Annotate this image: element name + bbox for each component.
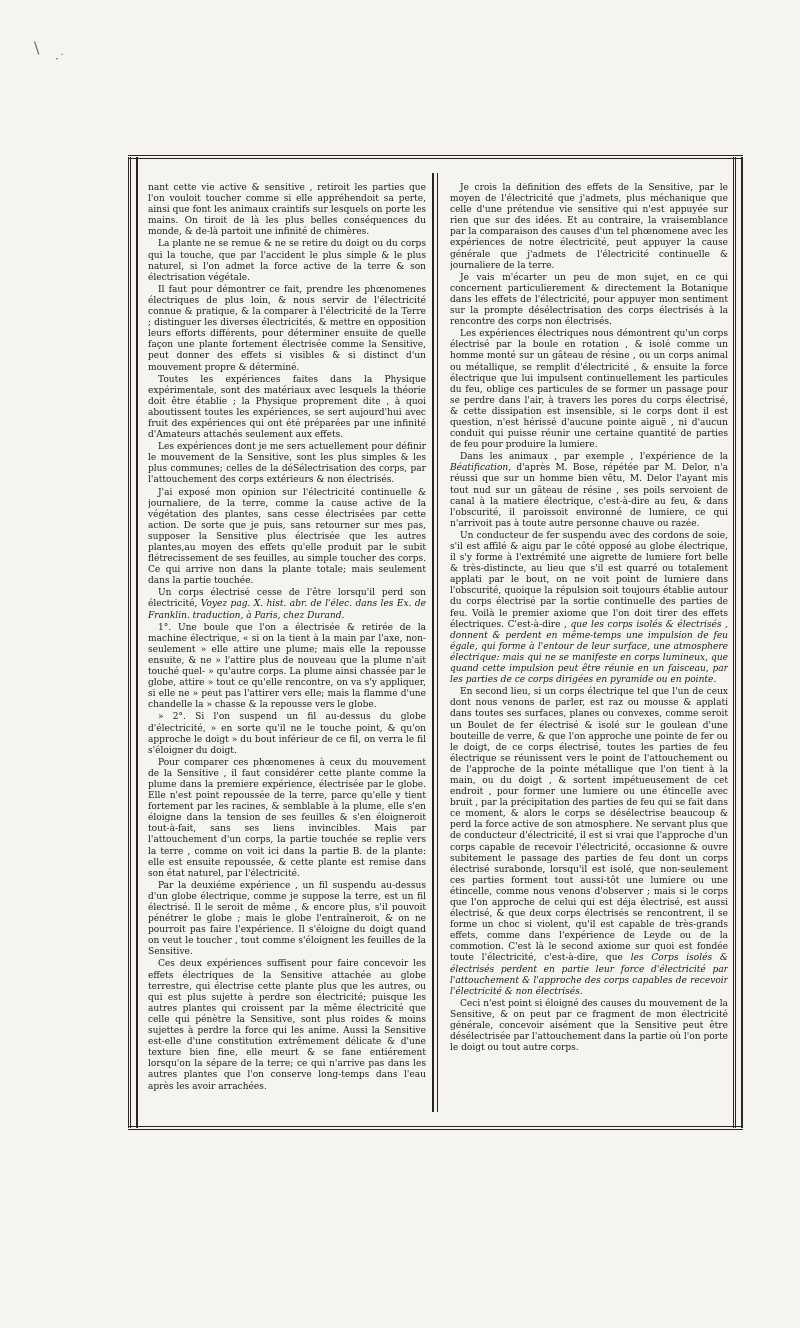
paragraph [148,588,426,621]
paragraph-text: En second lieu, si un corps électrique tel que l'un de ceux dont nous venons de parler, est raz ou mousse & applati dans toutes ses surfaces, planes ou convexes, comme seroit un Boulet de fer électrisé & isolé sur le goulean d'une bouteille de verre, & que l'on approche une pointe de fer ou le doigt, de ce corps électrisé, toutes les parties de feu électrique se réunissent vers le point de l'attouchement ou de l'approche de la pointe métallique que l'on tient à la main, ou du doigt , & sortent impétueusement de cet endroit , pour former une lumiere ou une étincelle avec bruit , par la précipitation des parties de feu qui se fait dans ce moment, & alors le corps se désélectrise beaucoup & perd la force active de son atmosphere. Ne servant plus que de conducteur d'électricité, il est si vrai que l'approche d'un corps capable de recevoir l'électricité, occasionne & ouvre subitement le passage des parties de feu dont un corps électrisé surabonde, lorsqu'il est isolé, que non-seulement ces parties forment tout aussi-tôt une lumiere ou une étincelle, comme nous venons d'observer ; mais si le corps que l'on approche de celui qui est déja électrisé, est aussi électrisé, & que deux corps électrisés se rencontrent, il se forme un choc si violent, qu'il est capable de très-grands effets, comme dans l'expérience de Leyde ou de la commotion. C'est là le second axiome sur quoi est fondée toute l'électricité, c'est-à-dire, que [450,687,728,964]
paragraph: nant cette vie active & sensitive , retiroit les parties que l'on vouloit toucher comme si elle appréhendoit sa perte, ainsi que font les animaux craintifs sur lesquels on porte les mains. On tiroit de là les plus belles conséquences du monde, & de-là partoit une infinité de chimères. [148,183,426,238]
paragraph-text: Un corps électrisé cesse de l'être lorsqu'il perd son électricité, [148,588,426,610]
paragraph: Pour comparer ces phœnomenes à ceux du mouvement de la Sensitive , il faut considérer cette plante comme la plume dans la premiere expérience, électrisée par le globe. Elle n'est point repoussée de la terre, parce qu'elle y tient fortement par les racines, & semblable à la plume, elle s'en éloigne dans la tension de ses feuilles & s'en éloigneroit tout-à-fait, sans ses liens invincibles. Mais par l'attouchement d'un corps, la partie touchée se replie vers la terre , comme on voit ici dans la partie B. de la plante: elle est ensuite repoussée, & cette plante est remise dans son état naturel, par l'électricité. [148,757,426,879]
margin-mark: \ [34,38,40,57]
quoted-experiment: » 2°. Si l'on suspend un fil au-dessus du globe d'électricité, » en sorte qu'il ne le touche point, & qu'on approche le doigt » du bout inférieur de ce fil, on verra le fil s'éloigner du doigt. [148,712,426,756]
paragraph: Je vais m'écarter un peu de mon sujet, en ce qui concernent particulierement & directement la Botanique dans les effets de l'électricité, pour appuyer mon sentiment sur la prompte désélectrisation des corps électrisés à la rencontre des corps non électrisés. [450,272,728,328]
right-column [450,183,728,1112]
paragraph: Toutes les expériences faites dans la Physique expérimentale, sont des matériaux avec lesquels la théorie doit être établie ; la Physique proprement dite , à quoi aboutissent toutes les expériences, se sert aujourd'hui avec fruit des expériences qui ont été préparées par une infinité d'Amateurs attachés seulement aux effets. [148,374,426,441]
citation: Voyez pag. X. hist. abr. de l'élec. dans les Ex. de Franklin. traduction, à Paris, chez Durand. [148,599,426,621]
paragraph: Il faut pour démontrer ce fait, prendre les phœnomenes électriques de plus loin, & nous servir de l'électricité connue & pratique, & la comparer à l'électricité de la Terre ; distinguer les diverses électricités, & mettre en opposition leurs efforts différents, pour déterminer ensuite de quelle façon une plante fortement électrisée comme la Sensitive, peut donner des effets si visibles & si distinct d'un mouvement propre & déterminé. [148,284,426,373]
paragraph [450,452,728,530]
italic-term: Béatification [450,463,509,474]
second-axiom: les Corps isolés & électrisés perdent en partie leur force d'électricité par l'attouchement & l'approche des corps capables de recevoir l'électricité & non électrisés. [450,953,728,997]
right-border-rule [733,157,743,1128]
column-divider [432,173,438,1112]
left-column [148,183,426,1112]
paragraph: Ceci n'est point si éloigné des causes du mouvement de la Sensitive, & on peut par ce fragment de mon électricité générale, concevoir aisément que la Sensitive peut être désélectrisée par l'attouchement dans la partie où l'on porte le doigt ou tout autre corps. [450,998,728,1054]
paragraph-text: Dans les animaux , par exemple , l'expérience de la [460,452,728,463]
paragraph [450,687,728,998]
paragraph: Je crois la définition des effets de la Sensitive, par le moyen de l'électricité que j'admets, plus méchanique que celle d'une prétendue vie sensitive qui n'est appuyée sur rien que sur des idées. Et au contraire, la vraisemblance par la comparaison des causes d'un tel phœnomene avec les expériences de notre électricité, peut appuyer la cause générale que j'admets de l'électricité continuelle & journaliere de la terre. [450,183,728,271]
first-axiom: que les corps isolés & électrisés , donnent & perdent en même-temps une impulsion de feu égale, qui forme à l'entour de leur surface, une atmosphere électrique: mais qui ne se manifeste en corps lumineux, que quand cette impulsion peut être réunie en un faisceau, par les parties de ce corps dirigées en pyramide ou en pointe. [450,619,728,686]
paragraph: Ces deux expériences suffisent pour faire concevoir les effets électriques de la Sensitive attachée au globe terrestre, qui électrise cette plante plus que les autres, ou qui est plus sujette à perdre son électricité; puisque les autres plantes qui croissent par la même électricité que celle qui pénètre la Sensitive, sont plus roides & moins sujettes à perdre la force qui les anime. Aussi la Sensitive est-elle d'une constitution extrêmement délicate & d'une texture bien fine, elle meurt & se fane entiérement lorsqu'on la sépare de la terre; ce qui n'arrive pas dans les autres plantes que l'on conserve long-temps dans l'eau après les avoir arrachées. [148,959,426,1092]
paragraph: Les expériences électriques nous démontrent qu'un corps électrisé par la boule en rotation , & isolé comme un homme monté sur un gâteau de résine , ou un corps animal ou métallique, se remplit d'électricité , & ensuite la force électrique que lui impulsent continuellement les particules du feu, oblige ces particules de se former un passage pour se perdre dans l'air, à travers les pores du corps électrisé, & cette dissipation est insensible, si le corps dont il est question, n'est hérissé d'aucune pointe aiguë , ni d'aucun conduit qui puisse réunir une certaine quantité de parties de feu pour produire la lumiere. [450,329,728,451]
text-frame [128,155,743,1130]
left-border-rule [128,157,138,1128]
margin-speck: ·˙ [55,52,65,66]
paragraph: J'ai exposé mon opinion sur l'électricité continuelle & journaliere, de la terre, comme la cause active de la végétation des plantes, sans cesse électrisées par cette action. De sorte que je puis, sans retourner sur mes pas, supposer la Sensitive plus électrisée que les autres plantes,au moyen des effets qu'elle produit par le subit flétrecissement de ses feuilles, au simple toucher des corps. Ce qui arrive non dans la plante totale; mais seulement dans la partie touchée. [148,487,426,587]
quoted-experiment: 1°. Une boule que l'on a électrisée & retirée de la machine électrique, « si on la tient à la main par l'axe, non-seulement » elle attire une plume; mais elle la repousse ensuite, & ne » l'attire plus de nouveau que la plume n'ait touché quel- » qu'autre corps. La plume ainsi chassée par le globe, attire » tout ce qu'elle rencontre, on va s'y appliquer, si elle ne » peut pas l'attirer vers elle; mais la flamme d'une chandelle la » chasse & la repousse vers le globe. [148,622,426,711]
paragraph: Les expériences dont je me sers actuellement pour définir le mouvement de la Sensitive, sont les plus simples & les plus communes; celles de la déSélectrisation des corps, par l'attouchement des corps extérieurs & non électrisés. [148,442,426,486]
paragraph: La plante ne se remue & ne se retire du doigt ou du corps qui la touche, que par l'accident le plus simple & le plus naturel, si l'on admet la force active de la terre & son électrisation végétale. [148,239,426,283]
paragraph [450,531,728,686]
paragraph-text: , d'après M. Bose, répétée par M. Delor, n'a réussi que sur un homme bien vêtu, M. Delor l'ayant mis tout nud sur un gâteau de résine , ses poils servoient de canal à la matiere électrique, c'est-à-dire au feu, & dans l'obscurité, il paroissoit environné de lumiere, ce qui n'arrivoit pas à toute autre personne chauve ou razée. [450,463,728,529]
paragraph: Par la deuxiéme expérience , un fil suspendu au-dessus d'un globe électrique, comme je suppose la terre, est un fil électrisé. Il le seroit de même , & encore plus, s'il pouvoit pénétrer le globe ; mais le globe l'entraîneroit, & on ne pourroit pas faire l'expérience. Il s'éloigne du doigt quand on veut le toucher , tout comme s'éloignent les feuilles de la Sensitive. [148,880,426,958]
paragraph-text: Un conducteur de fer suspendu avec des cordons de soie, s'il est affilé & aigu par le côté opposé au globe électrique, il s'y forme à l'extrémité une aigrette de lumiere fort belle & très-distincte, au lieu que s'il est quarré ou totalement applati par le bout, on ne voit point de lumiere dans l'obscurité, quoique la répulsion soit toujours établie autour du corps électrisé par la sortie continuelle des parties de feu. Voilà le premier axiome que l'on doit tirer des effets électriques. C'est-à-dire , [450,530,728,630]
